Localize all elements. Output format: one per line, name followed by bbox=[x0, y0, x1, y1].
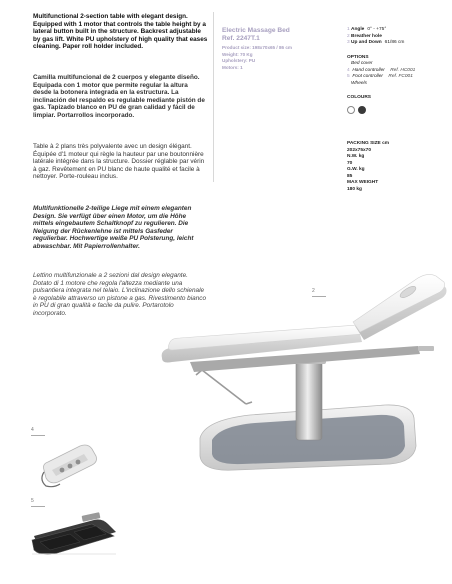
callout-foot: 5 bbox=[31, 498, 34, 504]
description-german: Multifunktionelle 2-teilige Liege mit einem eleganten Design. Sie verfügt über einen Motor, um die Höhe mittels eingebautem Schaltknopf zu regulieren. Die Neigung der Rückenlehne ist mittels Gasfeder regulierbar. Hochwertige weiße PU Polsterung, leicht abwaschbar. Mit Papierrollenhalter. bbox=[33, 205, 194, 250]
gross-weight-label: G.W. kg bbox=[347, 167, 365, 172]
packing-info bbox=[347, 141, 447, 193]
net-weight-label: N.W. kg bbox=[347, 154, 365, 159]
feature-number: 3 bbox=[347, 40, 350, 45]
description-french: Table à 2 plans très polyvalente avec un design élégant. Équipée d'1 moteur qui règle la hauteur par une boutonnière latérale intégrée dans la structure. Dossier réglable par vérin à gaz. Revêtement en PU blanc de haute qualité et facile à nettoyer. Porte-rouleau inclus. bbox=[33, 143, 205, 180]
max-weight-value: 180 kg bbox=[347, 186, 362, 192]
specs-column bbox=[347, 27, 447, 114]
callout-backrest: 2 bbox=[312, 288, 315, 294]
option-number: 5 bbox=[347, 74, 350, 79]
colours-title: COLOURS bbox=[347, 95, 371, 100]
feature-up-down bbox=[347, 40, 447, 47]
colour-swatches bbox=[347, 106, 447, 114]
hand-controller-image bbox=[40, 440, 102, 488]
feature-number: 1 bbox=[347, 27, 350, 32]
option-label: Bed cover bbox=[351, 61, 373, 66]
button-icon bbox=[60, 468, 65, 473]
product-ref: Ref. 2247T.1 bbox=[222, 35, 260, 42]
paper-roll-holder bbox=[196, 370, 252, 404]
feature-value: 0° - +75° bbox=[367, 27, 387, 32]
product-weight: Weight: 70 Kg bbox=[222, 51, 253, 57]
callout-line-hand bbox=[31, 435, 45, 436]
option-label: Wheels bbox=[351, 80, 367, 86]
max-weight-label: MAX WEIGHT bbox=[347, 180, 379, 185]
frame-end bbox=[418, 346, 434, 351]
option-label: Hand controller bbox=[352, 67, 385, 73]
description-italian: Lettino multifunzionale a 2 sezioni dal design elegante. Dotato di 1 motore che regola l'altezza mediante una pulsantiera integrata nel telaio. L'inclinazione dello schienale è regolabile attraverso un pistone a gas. Rivestimento bianco in PU di gran qualità e facile da pulire. Portarotolo incorporato. bbox=[33, 272, 207, 317]
callout-line-foot bbox=[31, 506, 45, 507]
product-motors: Motors: 1 bbox=[222, 64, 243, 70]
callout-hand: 4 bbox=[31, 427, 34, 433]
colour-swatch-black bbox=[358, 106, 366, 114]
option-number: 4 bbox=[347, 67, 350, 73]
feature-number: 2 bbox=[347, 33, 350, 39]
button-icon bbox=[68, 464, 73, 469]
packing-size: 202x75x70 bbox=[347, 147, 372, 153]
backrest-pad bbox=[353, 274, 447, 340]
feature-value: 61/86 cm bbox=[384, 40, 405, 45]
net-weight-value: 70 bbox=[347, 160, 353, 166]
colour-swatch-white bbox=[347, 106, 355, 114]
options-title: OPTIONS bbox=[347, 54, 369, 60]
product-info bbox=[222, 27, 340, 71]
description-english: Multifunctional 2-section table with elegant design. Equipped with 1 motor that controls the table height by a lateral button built in the structure. Backrest adjustable by gas lift. White PU upholstery of high quality that eases cleaning. Paper roll holder included. bbox=[33, 13, 208, 50]
foot-controller-image bbox=[30, 510, 118, 562]
option-ref: Ref. FC001 bbox=[388, 74, 413, 79]
button-icon bbox=[76, 460, 81, 465]
feature-name: Up and Down bbox=[351, 40, 382, 45]
massage-table-image bbox=[150, 270, 450, 490]
product-name: Electric Massage Bed bbox=[222, 27, 290, 34]
product-size: Product size: 198x70x65 / 86 cm bbox=[222, 45, 292, 50]
column-divider bbox=[213, 12, 214, 182]
feature-name: Breather hole bbox=[351, 33, 382, 39]
gross-weight-value: 85 bbox=[347, 173, 353, 179]
packing-title: PACKING SIZE cm bbox=[347, 141, 390, 146]
option-ref: Ref. HC001 bbox=[390, 67, 416, 73]
description-spanish: Camilla multifuncional de 2 cuerpos y elegante diseño. Equipada con 1 motor que permite regular la altura desde la botonera integrada en la estructura. La inclinación del respaldo es regulable mediante pistón de gas. Tapizado blanco en PU de gran calidad y fácil de limpiar. Portarrollos incorporado. bbox=[33, 74, 205, 119]
feature-name: Angle bbox=[351, 27, 365, 32]
option-wheels bbox=[347, 81, 447, 88]
product-upholstery: Upholstery: PU bbox=[222, 58, 256, 63]
option-label: Foot controller bbox=[352, 74, 384, 79]
lift-column bbox=[296, 358, 322, 440]
